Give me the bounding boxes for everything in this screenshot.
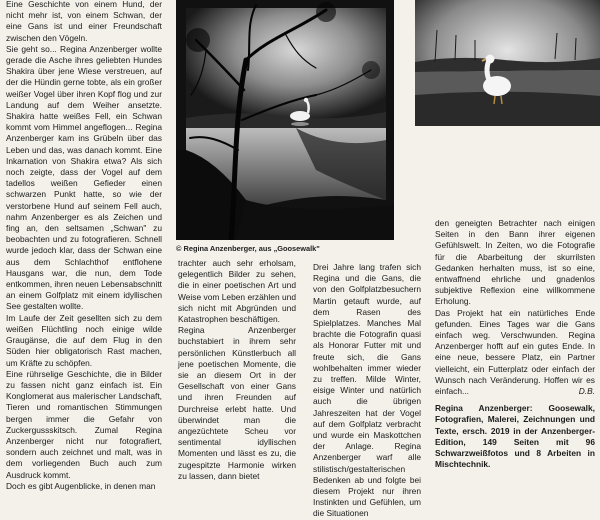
text-column-4 — [435, 218, 595, 470]
paragraph: Im Laufe der Zeit gesellten sich zu dem weißen Flüchtling noch einige wilde Graugänse, die auf dem Flug in den Süden hier obligatorisch Rast machen, um Kräfte zu schöpfen. — [6, 312, 162, 368]
paragraph: trachter auch sehr erholsam, gelegentlich Bilder zu sehen, die in einer poetischen Art und Weise vom Leben erzählen und sich nicht mit Abgründen und Katastrophen beschäftigen. — [178, 258, 296, 325]
paragraph: Eine rührselige Geschichte, die in Bilder zu fassen nicht ganz einfach ist. Ein Konglomerat aus malerischer Landschaft, Tieren und romantischen Stimmungen bergen immer die Gefahr von Zuckergussskitsch. Zumal Regina Anzenberger nicht nur fotografiert, sondern auch zeichnet und malt, was in dem vorliegenden Buch auch zum Ausdruck kommt. — [6, 368, 162, 480]
paragraph — [435, 308, 595, 398]
paragraph: Regina Anzenberger buchstabiert in ihrem sehr persönlichen Künstlerbuch all jene poetischen Momente, die sie an diesem Ort in der Gesellschaft von einer Gans und ihren Freunden auf Durchreise erlebt hatte. Und überwindet man die angezüchtete Scheu vor sentimental idyllischen Momenten und lässt es zu, die zugespitzte Harmonie wirken zu lassen, dann bietet — [178, 325, 296, 481]
photo-caption: © Regina Anzenberger, aus „Goosewalk" — [176, 244, 320, 253]
text-column-3 — [313, 262, 421, 520]
paragraph: Drei Jahre lang trafen sich Regina und die Gans, die von den Golfplatzbesuchern Martin getauft wurde, auf dem Rasen des Spielplatzes. Manches Mal brachte die Fotografin quasi als Honorar Futter mit und freute sich, die Gans wohlbehalten immer wieder zu treffen. Milde Winter, eisige Winter und natürlich auch die übrigen Jahreszeiten hat der Vogel auf dem Golfplatz verbracht und wurde ein Maskottchen der Anlage. Regina Anzenberger warf alle stilistisch/gestalterischen Bedenken ab und folgte bei diesem Projekt nur ihren Instinkten und Gefühlen, um die Situationen — [313, 262, 421, 519]
paragraph-text: Das Projekt hat ein natürliches Ende gefunden. Eines Tages war die Gans einfach weg. Verschwunden. Regina Anzenberger hofft auf ein gutes Ende. In eine neue, bessere Platz, ein Partner vielleicht, ein Futterplatz oder einfach der Wunsch nach Veränderung. Hoffen wir es einfach... — [435, 307, 595, 397]
paragraph: Eine Geschichte von einem Hund, der nicht mehr ist, von einem Schwan, der eine Gans ist und einer Freundschaft zwischen den Vögeln. — [6, 0, 162, 43]
paragraph: Doch es gibt Augenblicke, in denen man — [6, 480, 156, 491]
paragraph: den geneigten Betrachter nach einigen Seiten in den Bann ihrer eigenen Gefühlswelt. In Zeiten, wo die Fotografie für die Abarbeitung der skurrilsten Gedanken herhalten muss, ist so eine, entwaffnend ehrliche und gnadenlos subjektive Reflexion eine willkommene Erholung. — [435, 218, 595, 307]
text-column-1 — [6, 0, 162, 492]
book-info: Regina Anzenberger: Goosewalk, Fotografien, Malerei, Zeichnungen und Texte, ersch. 2019 in der Anzenberger-Edition, 149 Seiten mit 96 Schwarzweißfotos und 8 Arbeiten in Mischtechnik. — [435, 403, 595, 470]
author-initials: D.B. — [578, 386, 595, 397]
goose-photo — [415, 0, 600, 126]
paragraph: Sie geht so... Regina Anzenberger wollte gerade die Asche ihres geliebten Hundes Shakira über jene Wiese verstreuen, auf der die Hündin gerne tobte, als ein großer weißer Vogel über ihren Kopf flog und zur Landung auf dem Weiher ansetzte. Shakira hatte weißes Fell, ein Schwan kommt vom Himmel angeflogen... Regina Anzenberger kam ins Grübeln über das Leben und das, was danach kommt. Eine Inkarnation von Shakira etwa? Als sich noch zeigte, dass der Vogel auf dem tadellos weißen Gefieder einen schwarzen Punkt hatte, so wie der verstorbene Hund auf seinem Fell auch, nahm Anzenberger es als Zeichen und fing an, den seltsamen „Schwan" zu beobachten und zu fotografieren. Schnell wurde jedoch klar, dass der Schwan eine aus dem Schlachthof entflohene Hausgans war, die nun, dem Tode entkommen, ihren neuen Lebensabschnitt an einem Golfplatz mit einem idyllischen See gestalten wollte. — [6, 43, 162, 312]
lake-swan-photo — [176, 0, 394, 240]
text-column-2 — [178, 258, 296, 482]
